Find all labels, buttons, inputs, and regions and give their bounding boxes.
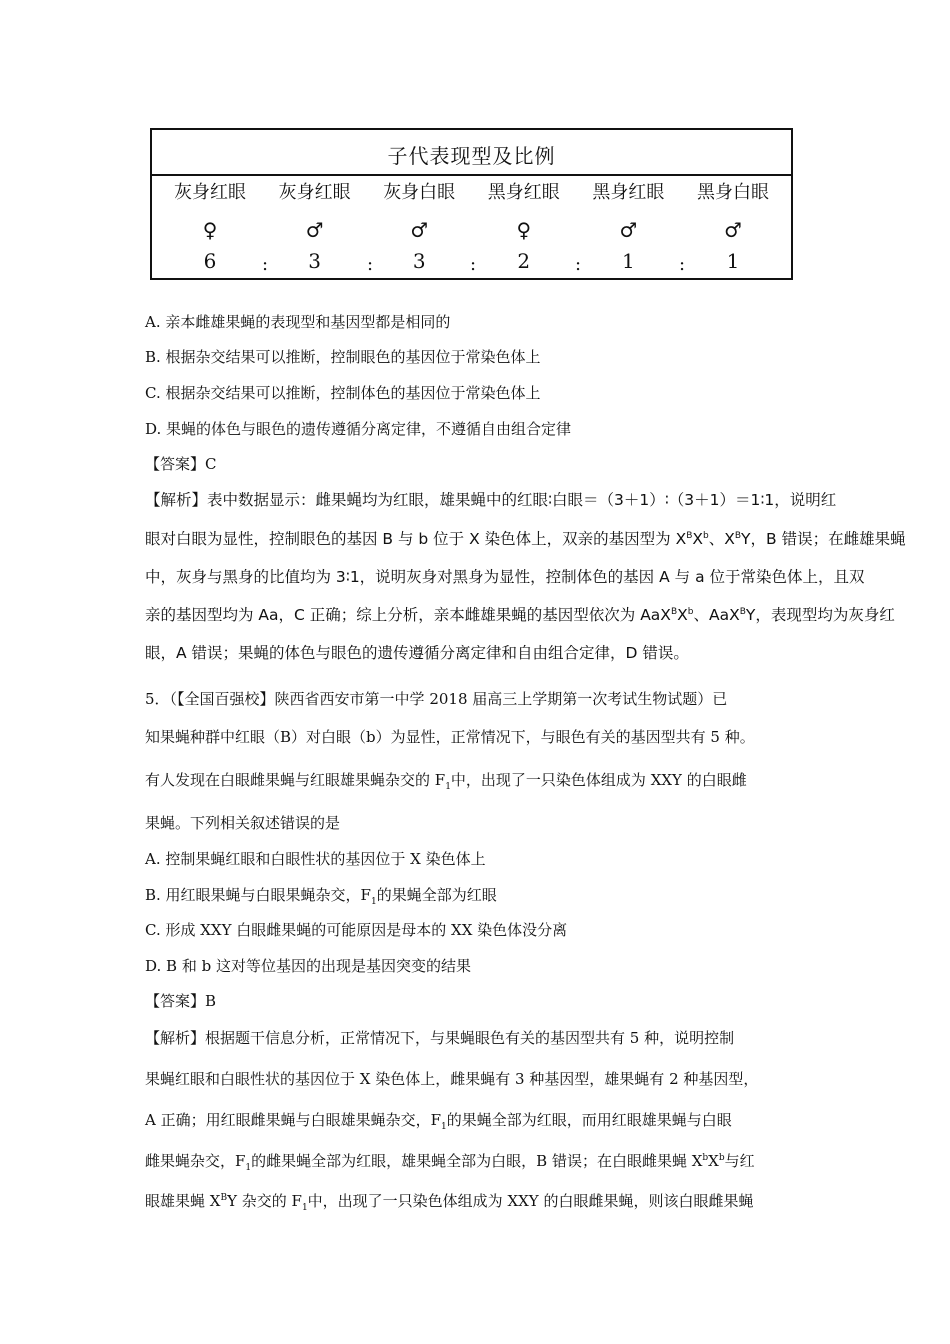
sex-symbol: ♀ bbox=[202, 218, 218, 242]
sex-symbol: ♂ bbox=[305, 218, 324, 242]
offspring-phenotype-table bbox=[150, 128, 793, 280]
ratio-separator: : bbox=[575, 254, 582, 275]
ratio-separator: : bbox=[262, 254, 269, 275]
ratio-value: 3 bbox=[412, 249, 426, 273]
analysis-line: 中，灰身与黑身的比值均为 3∶1，说明灰身对黑身为显性，控制体色的基因 A 与 a 位于常染色体上，且双 bbox=[145, 568, 865, 586]
sex-symbol: ♀ bbox=[516, 218, 532, 242]
analysis-line: 【解析】表中数据显示：雌果蝇均为红眼，雄果蝇中的红眼∶白眼＝（3＋1）∶（3＋1）＝1∶1，说明红 bbox=[145, 491, 837, 509]
option-b: B. 根据杂交结果可以推断，控制眼色的基因位于常染色体上 bbox=[145, 348, 541, 366]
table-column bbox=[685, 180, 781, 276]
question-stem: 有人发现在白眼雌果蝇与红眼雄果蝇杂交的 $F_1$中，出现了一只染色体组成为 XXY 的白眼雌 bbox=[145, 771, 747, 792]
table-column bbox=[580, 180, 676, 276]
option-a: A. 控制果蝇红眼和白眼性状的基因位于 X 染色体上 bbox=[145, 850, 486, 868]
table-column bbox=[476, 180, 572, 276]
sex-symbol: ♂ bbox=[724, 218, 742, 242]
analysis-line: 果蝇红眼和白眼性状的基因位于 X 染色体上，雌果蝇有 3 种基因型，雄果蝇有 2 种基因型， bbox=[145, 1070, 759, 1088]
analysis-line: 眼雄果蝇 $X^BY$ 杂交的 $F_1$中，出现了一只染色体组成为 XXY 的白眼雌果蝇，则该白眼雌果蝇 bbox=[145, 1192, 754, 1213]
ratio-value: 1 bbox=[622, 249, 635, 273]
sex-symbol: ♂ bbox=[619, 218, 638, 242]
ratio-value: 3 bbox=[308, 249, 321, 273]
option-c: C. 形成 XXY 白眼雌果蝇的可能原因是母本的 XX 染色体没分离 bbox=[145, 921, 568, 939]
ratio-separator: : bbox=[367, 254, 374, 275]
option-c: C. 根据杂交结果可以推断，控制体色的基因位于常染色体上 bbox=[145, 384, 541, 402]
analysis-line: 亲的基因型均为 Aa，C 正确；综上分析，亲本雌雄果蝇的基因型依次为 $AaX^BX^b$、AaX$^B$Y，表现型均为灰身红 bbox=[145, 606, 895, 624]
ratio-value: 2 bbox=[517, 249, 531, 273]
phenotype-label: 黑身红眼 bbox=[487, 182, 560, 203]
analysis-line: 【解析】根据题干信息分析，正常情况下，与果蝇眼色有关的基因型共有 5 种，说明控制 bbox=[145, 1029, 735, 1047]
answer: 【答案】B bbox=[145, 992, 217, 1010]
ratio-separator: : bbox=[679, 254, 686, 275]
option-b: B. 用红眼果蝇与白眼果蝇杂交，$F_1$的果蝇全部为红眼 bbox=[145, 886, 497, 907]
option-d: D. 果蝇的体色与眼色的遗传遵循分离定律，不遵循自由组合定律 bbox=[145, 420, 572, 438]
answer: 【答案】C bbox=[145, 455, 217, 473]
ratio-value: 6 bbox=[203, 249, 217, 273]
ratio-separator: : bbox=[470, 254, 477, 275]
analysis-line: 眼，A 错误；果蝇的体色与眼色的遗传遵循分离定律和自由组合定律，D 错误。 bbox=[145, 644, 689, 662]
table-column bbox=[371, 180, 467, 276]
analysis-line: 眼对白眼为显性，控制眼色的基因 B 与 b 位于 X 染色体上，双亲的基因型为 $X^BX^b$、$X^BY$，B 错误；在雌雄果蝇 bbox=[145, 530, 906, 548]
phenotype-label: 灰身红眼 bbox=[278, 182, 351, 203]
table-divider bbox=[152, 174, 791, 176]
phenotype-label: 黑身白眼 bbox=[696, 182, 769, 203]
table-title: 子代表现型及比例 bbox=[387, 144, 556, 168]
sex-symbol: ♂ bbox=[410, 218, 429, 242]
analysis-line: 雌果蝇杂交，$F_1$的雌果蝇全部为红眼，雄果蝇全部为白眼，B 错误；在白眼雌果蝇 $X^bX^b$与红 bbox=[145, 1152, 755, 1173]
analysis-line: A 正确；用红眼雌果蝇与白眼雄果蝇杂交，$F_1$的果蝇全部为红眼，而用红眼雄果蝇与白眼 bbox=[145, 1111, 732, 1132]
phenotype-label: 灰身红眼 bbox=[174, 182, 246, 203]
phenotype-label: 灰身白眼 bbox=[383, 182, 456, 203]
ratio-value: 1 bbox=[726, 249, 740, 273]
question-stem: 果蝇。下列相关叙述错误的是 bbox=[145, 814, 341, 832]
phenotype-label: 黑身红眼 bbox=[592, 182, 665, 203]
question-stem: 知果蝇种群中红眼（B）对白眼（b）为显性，正常情况下，与眼色有关的基因型共有 5 种。 bbox=[145, 728, 755, 746]
table-column bbox=[162, 180, 258, 276]
question-stem: 5．（【全国百强校】陕西省西安市第一中学 2018 届高三上学期第一次考试生物试题）已 bbox=[145, 690, 728, 708]
option-d: D. B 和 b 这对等位基因的出现是基因突变的结果 bbox=[145, 957, 471, 975]
table-column bbox=[267, 180, 363, 276]
option-a: A. 亲本雌雄果蝇的表现型和基因型都是相同的 bbox=[145, 313, 451, 331]
